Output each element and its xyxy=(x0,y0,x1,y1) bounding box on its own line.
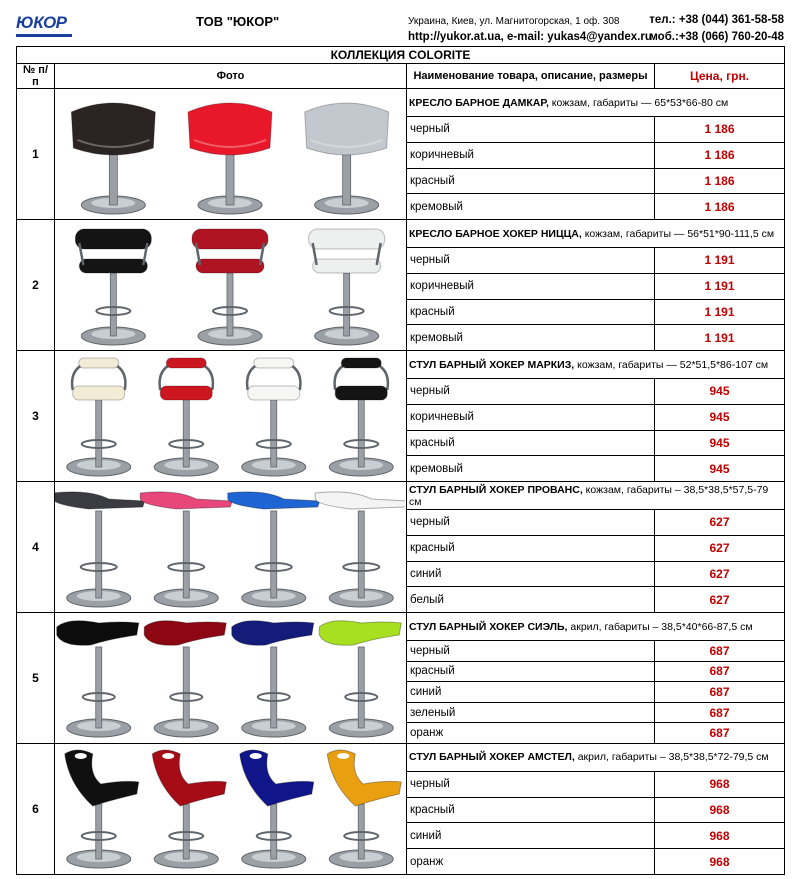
variant-color: красный xyxy=(407,430,655,456)
variant-color: черный xyxy=(407,771,655,797)
variant-price: 687 xyxy=(655,702,785,723)
variant-color: коричневый xyxy=(407,142,655,168)
column-header-price: Цена, грн. xyxy=(655,64,785,89)
stool-illustration xyxy=(232,621,314,737)
product-name xyxy=(407,89,785,117)
variant-price: 1 186 xyxy=(655,194,785,220)
product-number: 3 xyxy=(17,351,55,482)
product-header-row xyxy=(17,613,785,641)
variant-price: 687 xyxy=(655,661,785,682)
variant-price: 945 xyxy=(655,379,785,405)
variant-price: 945 xyxy=(655,456,785,482)
product-description: акрил, габариты – 38,5*38,5*72-79,5 см xyxy=(574,751,769,764)
product-number: 4 xyxy=(17,482,55,613)
variant-price: 945 xyxy=(655,404,785,430)
variant-color: кремовый xyxy=(407,194,655,220)
product-photo xyxy=(55,482,407,613)
product-number: 5 xyxy=(17,613,55,744)
product-photo-illustration xyxy=(55,483,405,612)
stool-illustration xyxy=(75,229,151,345)
product-photo xyxy=(55,89,407,220)
company-address: Украина, Киев, ул. Магнитогорская, 1 оф. 308 xyxy=(408,16,620,27)
logo-text: ЮКОР xyxy=(16,13,67,32)
mobile-number: моб.:+38 (066) 760-20-48 xyxy=(649,31,784,43)
product-photo-illustration xyxy=(55,90,405,219)
product-number: 1 xyxy=(17,89,55,220)
stool-illustration xyxy=(240,750,314,868)
variant-price: 687 xyxy=(655,723,785,744)
product-photo xyxy=(55,613,407,744)
stool-illustration xyxy=(65,750,139,868)
variant-price: 1 191 xyxy=(655,325,785,351)
stool-illustration xyxy=(55,491,145,606)
variant-price: 687 xyxy=(655,682,785,703)
product-photo-illustration xyxy=(55,613,405,742)
product-title: СТУЛ БАРНЫЙ ХОКЕР ПРОВАНС, xyxy=(409,483,583,496)
variant-color: красный xyxy=(407,535,655,561)
stool-illustration xyxy=(192,229,268,345)
stool-illustration xyxy=(329,358,393,476)
product-description: кожзам, габариты — 65*53*66-80 см xyxy=(548,96,729,109)
product-photo-illustration xyxy=(55,352,405,481)
variant-color: черный xyxy=(407,248,655,274)
variant-color: синий xyxy=(407,823,655,849)
column-header-num: № п/п xyxy=(17,64,55,89)
stool-illustration xyxy=(319,621,401,737)
product-description: кожзам, габариты – 38,5*38,5*57,5-79 см xyxy=(409,483,769,508)
site-email[interactable]: http://yukor.at.ua, e-mail: yukas4@yandex.ru xyxy=(408,31,652,43)
variant-price: 1 191 xyxy=(655,299,785,325)
variant-color: белый xyxy=(407,587,655,613)
product-header-row xyxy=(17,743,785,771)
stool-illustration xyxy=(67,358,131,476)
variant-color: черный xyxy=(407,510,655,536)
variant-color: черный xyxy=(407,641,655,662)
product-photo xyxy=(55,351,407,482)
product-header-row xyxy=(17,482,785,510)
variant-price: 687 xyxy=(655,641,785,662)
variant-color: красный xyxy=(407,168,655,194)
variant-price: 627 xyxy=(655,510,785,536)
product-name xyxy=(407,220,785,248)
product-header-row xyxy=(17,89,785,117)
stool-illustration xyxy=(71,103,155,214)
product-name xyxy=(407,743,785,771)
variant-price: 1 191 xyxy=(655,273,785,299)
phone-number: тел.: +38 (044) 361-58-58 xyxy=(649,14,784,26)
price-table xyxy=(16,46,785,875)
company-logo xyxy=(16,10,94,44)
product-number: 6 xyxy=(17,743,55,874)
product-number: 2 xyxy=(17,220,55,351)
logo-underline xyxy=(16,34,72,37)
variant-price: 945 xyxy=(655,430,785,456)
variant-color: коричневый xyxy=(407,404,655,430)
stool-illustration xyxy=(228,491,320,606)
variant-price: 1 191 xyxy=(655,248,785,274)
stool-illustration xyxy=(309,229,385,345)
product-description: акрил, габариты – 38,5*40*66-87,5 см xyxy=(567,620,753,633)
stool-illustration xyxy=(57,621,139,737)
variant-price: 1 186 xyxy=(655,142,785,168)
variant-color: черный xyxy=(407,379,655,405)
product-title: КРЕСЛО БАРНОЕ ХОКЕР НИЦЦА, xyxy=(409,227,582,240)
variant-color: красный xyxy=(407,797,655,823)
variant-color: оранж xyxy=(407,849,655,875)
variant-price: 968 xyxy=(655,797,785,823)
product-name xyxy=(407,613,785,641)
stool-illustration xyxy=(242,358,306,476)
variant-color: кремовый xyxy=(407,325,655,351)
product-title: СТУЛ БАРНЫЙ ХОКЕР СИЭЛЬ, xyxy=(409,620,568,633)
column-header-row xyxy=(17,64,785,89)
product-photo-illustration xyxy=(55,221,405,350)
stool-illustration xyxy=(188,103,272,214)
variant-color: коричневый xyxy=(407,273,655,299)
variant-price: 968 xyxy=(655,771,785,797)
product-title: СТУЛ БАРНЫЙ ХОКЕР АМСТЕЛ, xyxy=(409,751,575,764)
stool-illustration xyxy=(140,491,232,606)
product-name xyxy=(407,351,785,379)
variant-price: 968 xyxy=(655,823,785,849)
product-photo xyxy=(55,743,407,874)
product-description: кожзам, габариты — 56*51*90-111,5 см xyxy=(581,227,775,240)
stool-illustration xyxy=(154,358,218,476)
product-photo xyxy=(55,220,407,351)
stool-illustration xyxy=(305,103,389,214)
stool-illustration xyxy=(315,491,405,606)
variant-color: оранж xyxy=(407,723,655,744)
product-title: КРЕСЛО БАРНОЕ ДАМКАР, xyxy=(409,96,549,109)
variant-price: 1 186 xyxy=(655,117,785,143)
variant-color: синий xyxy=(407,682,655,703)
variant-color: черный xyxy=(407,117,655,143)
product-name xyxy=(407,482,785,510)
variant-price: 1 186 xyxy=(655,168,785,194)
variant-color: синий xyxy=(407,561,655,587)
variant-price: 627 xyxy=(655,535,785,561)
stool-illustration xyxy=(152,750,226,868)
collection-title: КОЛЛЕКЦИЯ COLORITE xyxy=(17,47,785,64)
product-photo-illustration xyxy=(55,744,405,873)
product-title: СТУЛ БАРНЫЙ ХОКЕР МАРКИЗ, xyxy=(409,358,575,371)
column-header-name: Наименование товара, описание, размеры xyxy=(407,64,655,89)
variant-color: красный xyxy=(407,661,655,682)
stool-illustration xyxy=(144,621,226,737)
product-description: кожзам, габариты — 52*51,5*86-107 см xyxy=(574,358,769,371)
product-header-row xyxy=(17,351,785,379)
product-header-row xyxy=(17,220,785,248)
variant-price: 627 xyxy=(655,587,785,613)
variant-color: красный xyxy=(407,299,655,325)
variant-price: 627 xyxy=(655,561,785,587)
stool-illustration xyxy=(327,750,401,868)
variant-color: кремовый xyxy=(407,456,655,482)
column-header-photo: Фото xyxy=(55,64,407,89)
variant-price: 968 xyxy=(655,849,785,875)
variant-color: зеленый xyxy=(407,702,655,723)
company-name: ТОВ "ЮКОР" xyxy=(196,14,280,29)
